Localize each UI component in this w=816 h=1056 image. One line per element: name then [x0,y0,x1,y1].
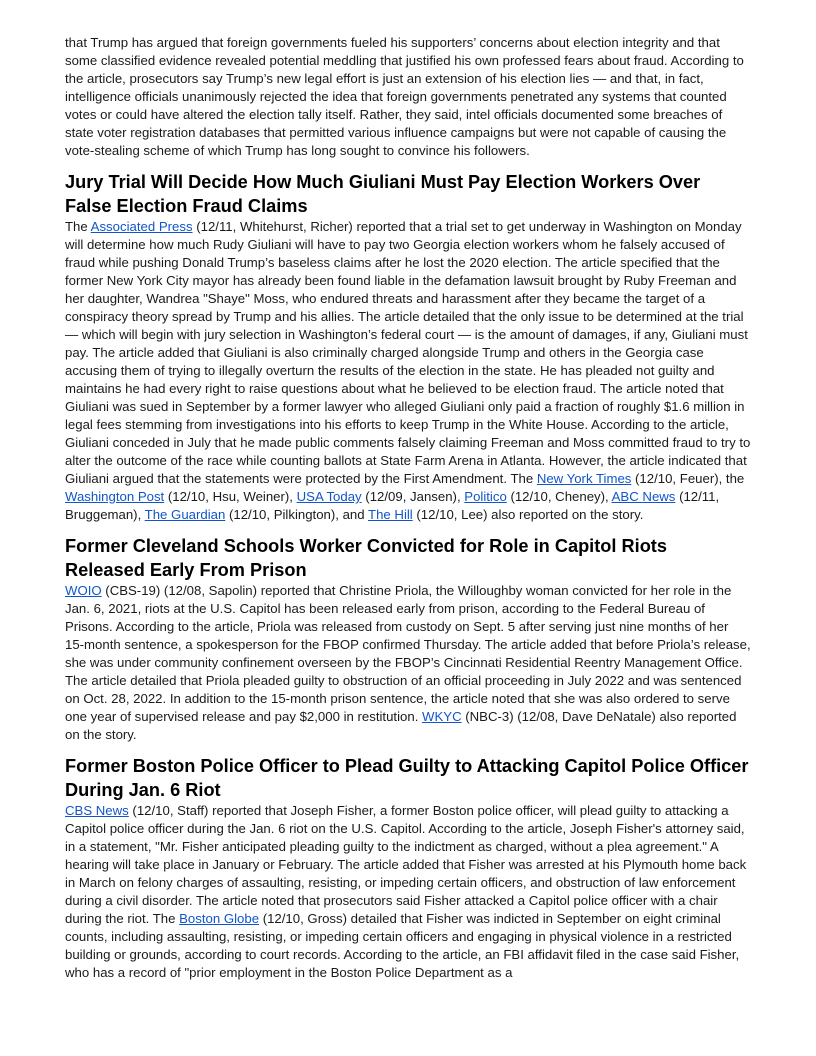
source-link-new-york-times[interactable]: New York Times [536,471,632,486]
document-page [65,34,751,982]
article-headline-priola: Former Cleveland Schools Worker Convicted for Role in Capitol Riots Released Early From Prison [65,536,667,580]
intro-paragraph: that Trump has argued that foreign governments fueled his supporters’ concerns about election integrity and that some classified evidence revealed potential meddling that justified his own professed fears about fraud. According to the article, prosecutors say Trump’s new legal effort is just an extension of his election lies — and that, in fact, intelligence officials unanimously rejected the idea that foreign governments penetrated any systems that counted votes or could have altered the election tally itself. Rather, they said, intel officials documented some breaches of state voter registration databases that permitted various influence campaigns but were not capable of causing the vote-stealing scheme of which Trump has long sought to convince his followers. [65,35,744,158]
article-headline-fisher: Former Boston Police Officer to Plead Guilty to Attacking Capitol Police Officer During Jan. 6 Riot [65,756,749,800]
article-body-giuliani: The Associated Press (12/11, Whitehurst, Richer) reported that a trial set to get underway in Washington on Monday will determine how much Rudy Giuliani will have to pay two Georgia election workers whom he falsely accused of fraud while pushing Donald Trump’s baseless claims after he lost the 2020 election. The article specified that the former New York City mayor has already been found liable in the defamation lawsuit brought by Ruby Freeman and her daughter, Wandrea "Shaye" Moss, who endured threats and harassment after they became the target of a conspiracy theory spread by Trump and his allies. The article detailed that the only issue to be determined at the trial — which will begin with jury selection in Washington’s federal court — is the amount of damages, if any, Giuliani must pay. The article added that Giuliani is also criminally charged alongside Trump and others in the Georgia case accusing them of trying to illegally overturn the results of the election in the state. He has pleaded not guilty and maintains he had every right to raise questions about what he believed to be election fraud. The article noted that Giuliani was sued in September by a former lawyer who alleged Giuliani only paid a fraction of roughly $1.6 million in legal fees stemming from investigations into his efforts to keep Trump in the White House. According to the article, Giuliani conceded in July that he made public comments falsely claiming Freeman and Moss committed fraud to try to alter the outcome of the race while counting ballots at State Farm Arena in Atlanta. However, the article indicated that Giuliani argued that the statements were protected by the First Amendment. The New York Times (12/10, Feuer), the Washington Post (12/10, Hsu, Weiner), USA Today (12/09, Jansen), Politico (12/10, Cheney), ABC News (12/11, Bruggeman), The Guardian (12/10, Pilkington), and The Hill (12/10, Lee) also reported on the story. [65,219,751,522]
source-link-boston-globe[interactable]: Boston Globe [179,911,260,926]
source-link-associated-press[interactable]: Associated Press [90,219,193,234]
source-link-politico[interactable]: Politico [464,489,507,504]
source-link-woio[interactable]: WOIO [65,583,102,598]
source-link-cbs-news[interactable]: CBS News [65,803,129,818]
source-link-wkyc[interactable]: WKYC [422,709,462,724]
source-link-washington-post[interactable]: Washington Post [65,489,165,504]
source-link-the-hill[interactable]: The Hill [368,507,413,522]
article-body-priola: WOIO (CBS-19) (12/08, Sapolin) reported that Christine Priola, the Willoughby woman convicted for her role in the Jan. 6, 2021, riots at the U.S. Capitol has been released early from prison, according to the Federal Bureau of Prisons. According to the article, Priola was released from custody on Sept. 5 after serving just nine months of her 15-month sentence, a spokesperson for the FBOP confirmed Thursday. The article added that before Priola’s release, she was under community confinement overseen by the FBOP’s Cincinnati Residential Reentry Management Office. The article detailed that Priola pleaded guilty to obstruction of an official proceeding in July 2022 and was sentenced on Oct. 28, 2022. In addition to the 15-month prison sentence, the article noted that she was also ordered to serve one year of supervised release and pay $2,000 in restitution. WKYC (NBC-3) (12/08, Dave DeNatale) also reported on the story. [65,583,751,742]
source-link-abc-news[interactable]: ABC News [611,489,676,504]
article-body-fisher: CBS News (12/10, Staff) reported that Joseph Fisher, a former Boston police officer, will plead guilty to attacking a Capitol police officer during the Jan. 6 riot on the U.S. Capitol. According to the article, Joseph Fisher's attorney said, in a statement, "Mr. Fisher anticipated pleading guilty to the indictment as charged, without a plea agreement." A hearing will take place in January or February. The article added that Fisher was arrested at his Plymouth home back in March on felony charges of assaulting, resisting, or impeding certain officers, and obstruction of law enforcement during a civil disorder. The article noted that prosecutors said Fisher attacked a Capitol police officer with a chair during the riot. The Boston Globe (12/10, Gross) detailed that Fisher was indicted in September on eight criminal counts, including assaulting, resisting, or impeding certain officers and engaging in physical violence in a restricted building or grounds, according to court records. According to the article, an FBI affidavit filed in the case said Fisher, who has a record of "prior employment in the Boston Police Department as a [65,803,747,980]
source-link-the-guardian[interactable]: The Guardian [144,507,226,522]
article-headline-giuliani: Jury Trial Will Decide How Much Giuliani Must Pay Election Workers Over False Election Fraud Claims [65,172,701,216]
source-link-usa-today[interactable]: USA Today [296,489,362,504]
